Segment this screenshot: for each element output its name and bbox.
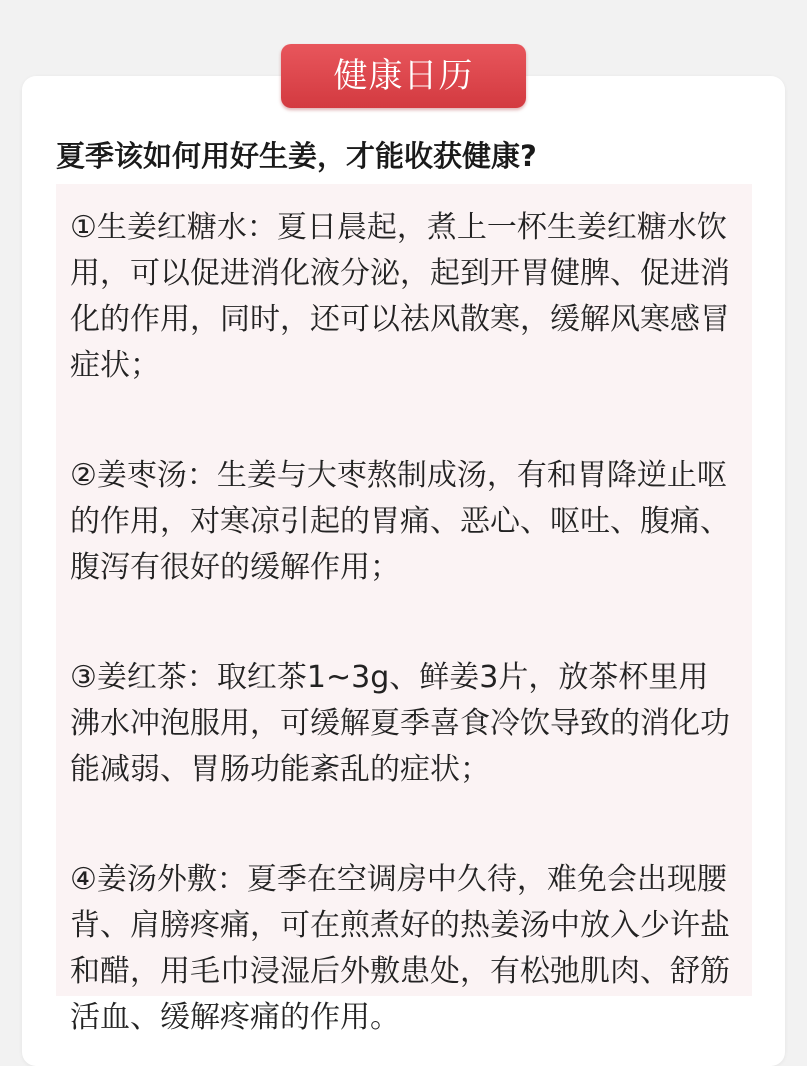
tips-content (56, 184, 752, 1035)
tip-paragraph-2: ②姜枣汤：生姜与大枣熬制成汤，有和胃降逆止呕的作用，对寒凉引起的胃痛、恶心、呕吐、腹痛、腹泻有很好的缓解作用； (70, 458, 730, 585)
health-calendar-badge: 健康日历 (281, 44, 526, 108)
article-title: 夏季该如何用好生姜，才能收获健康? (56, 139, 537, 173)
tip-paragraph-3: ③姜红茶：取红茶1~3g、鲜姜3片，放茶杯里用沸水冲泡服用，可缓解夏季喜食冷饮导致的消化功能减弱、胃肠功能紊乱的症状； (70, 660, 730, 787)
tip-paragraph-4: ④姜汤外敷：夏季在空调房中久待，难免会出现腰背、肩膀疼痛，可在煎煮好的热姜汤中放入少许盐和醋，用毛巾浸湿后外敷患处，有松弛肌肉、舒筋活血、缓解疼痛的作用。 (70, 862, 730, 1035)
tip-paragraph-1: ①生姜红糖水：夏日晨起，煮上一杯生姜红糖水饮用，可以促进消化液分泌，起到开胃健脾、促进消化的作用，同时，还可以祛风散寒，缓解风寒感冒症状； (70, 210, 730, 383)
